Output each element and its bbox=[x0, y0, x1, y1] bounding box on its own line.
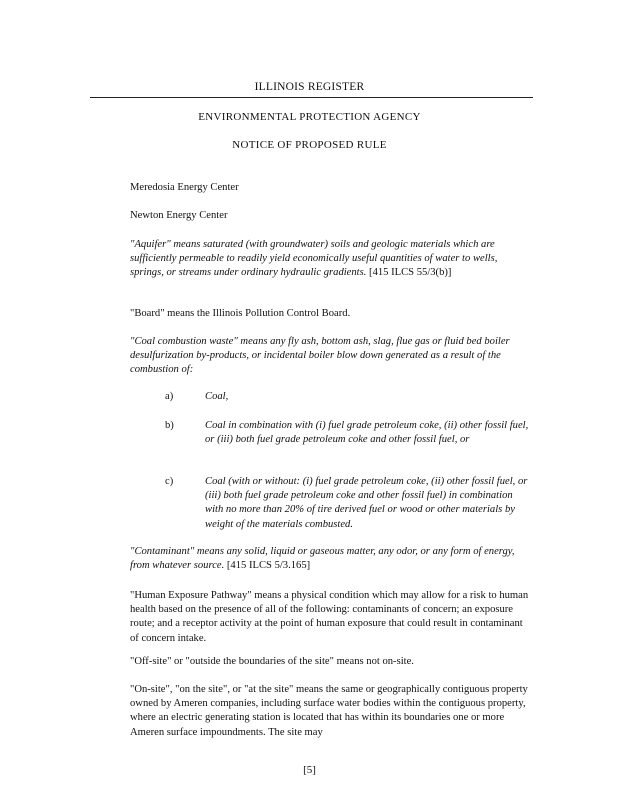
page-number: [5] bbox=[303, 764, 316, 776]
list-item-label: b) bbox=[165, 420, 174, 431]
board-definition: "Board" means the Illinois Pollution Control Board. bbox=[130, 308, 351, 319]
list-item-text: Coal (with or without: (i) fuel grade petroleum coke, (ii) other fossil fuel, or (iii) both fuel grade petroleum coke and other fossil fuel) in combination with no more than 20% of tire derived fuel or wood or other materials by weight of the materials combusted. bbox=[205, 476, 528, 530]
on-site-definition: "On-site", "on the site", or "at the site" means the same or geographically contiguous property owned by Ameren companies, including surface water bodies within the contiguous property, where an electric generating station is located that has within its boundaries one or more Ameren surface impoundments. The site may bbox=[130, 684, 528, 738]
register-title: ILLINOIS REGISTER bbox=[0, 81, 619, 93]
list-item-label: c) bbox=[165, 476, 174, 487]
off-site-definition: "Off-site" or "outside the boundaries of the site" means not on-site. bbox=[130, 656, 414, 667]
aquifer-citation: [415 ILCS 55/3(b)] bbox=[366, 267, 452, 279]
contaminant-definition bbox=[130, 545, 530, 573]
agency-heading: ENVIRONMENTAL PROTECTION AGENCY bbox=[198, 111, 421, 123]
contaminant-italic: "Contaminant" means any solid, liquid or gaseous matter, any odor, or any form of energy, from whatever source. bbox=[130, 546, 515, 572]
ccw-definition: "Coal combustion waste" means any fly ash, bottom ash, slag, flue gas or fluid bed boiler desulfurization by-products, or incidental boiler blow down generated as a result of the combustion of: bbox=[130, 336, 510, 376]
human-exposure-pathway-definition: "Human Exposure Pathway" means a physical condition which may allow for a risk to human health based on the presence of all of the following: contaminants of concern; an exposure route; and a receptor activity at the point of human exposure that could result in contaminant of concern intake. bbox=[130, 590, 529, 644]
list-item-text: Coal, bbox=[205, 391, 229, 402]
list-item-label: a) bbox=[165, 391, 174, 402]
newton-line: Newton Energy Center bbox=[130, 210, 228, 221]
notice-heading: NOTICE OF PROPOSED RULE bbox=[232, 139, 387, 151]
aquifer-definition bbox=[130, 238, 530, 281]
list-item-text: Coal in combination with (i) fuel grade petroleum coke, (ii) other fossil fuel, or (iii) both fuel grade petroleum coke and other fossil fuel, or bbox=[205, 420, 529, 446]
meredosia-line: Meredosia Energy Center bbox=[130, 182, 239, 193]
contaminant-citation: [415 ILCS 5/3.165] bbox=[224, 560, 311, 572]
aquifer-italic: "Aquifer" means saturated (with groundwater) soils and geologic materials which are sufficiently permeable to readily yield economically useful quantities of water to wells, springs, or streams under ordinary hydraulic gradients. bbox=[130, 239, 498, 279]
header-rule bbox=[90, 97, 533, 98]
